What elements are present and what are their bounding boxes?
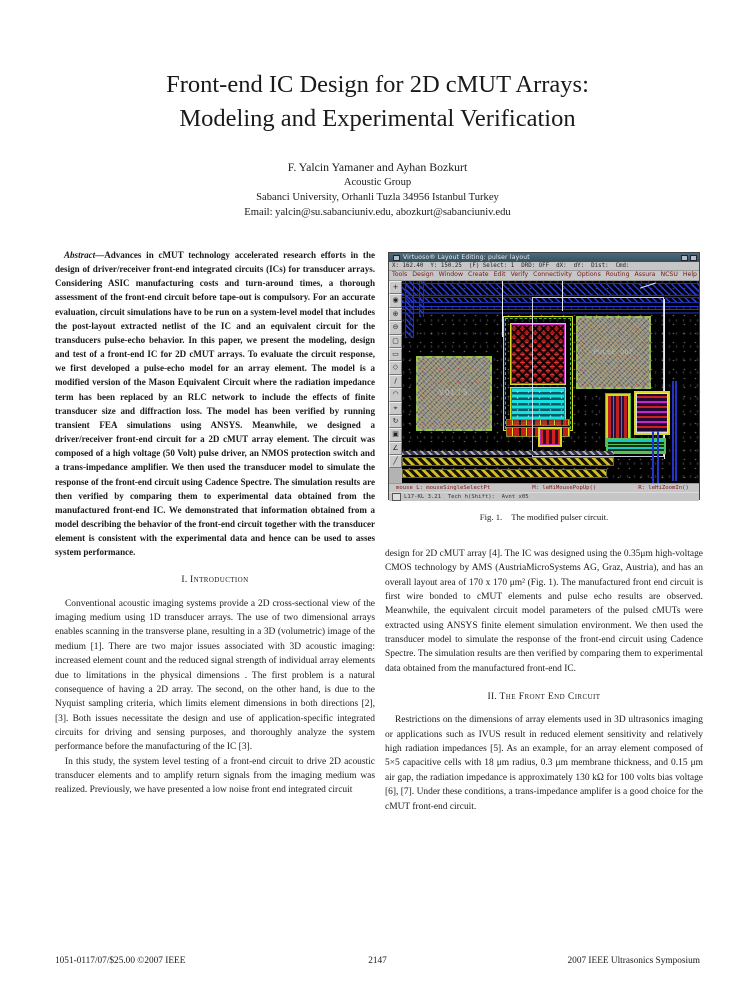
metal-hatch-column-left2 [419,281,424,317]
mouse-middle-binding: M: leHiMousePopUp() [532,484,597,491]
tap-tool-icon: ⌖ [389,402,402,415]
maximize-icon [690,255,697,261]
menu-tools: Tools [392,271,408,279]
column2-paragraph-1: design for 2D cMUT array [4]. The IC was designed using the 0.35μm high-voltage CMOS technology by AMS (AustriaMicroSystems AG, Graz, Austria), and has an overall layout area of 170 x 170 μm² (Fig. 1). The manufactured front end circuit is first wire bonded to cMUT elements and pulse echo results are observed. Meanwhile, the equivalent circuit model parameters of the pulsed cMUTs were extracted using ANSYS finite element simulation environment. We then used the transducer model to simulate the response of the front-end circuit using Cadence Spectre. The simulation results are then verified by comparing them to experimental data obtained from the manufactured front-end IC. [385,549,703,674]
menu-window: Window [438,271,464,279]
status-dy: dY: [573,262,585,269]
ruler-line-3 [664,299,665,459]
section-title: Introduction [190,574,249,586]
instance-tool-icon: ▣ [389,428,402,441]
mouse-right-binding: R: leHiZoomIn() [638,484,689,491]
move-tool-icon: ◇ [389,361,402,374]
section-heading-front-end [385,690,703,704]
prompt-text: L17-KL 3.21 Tech h(Shift): Avnt x05 [404,493,529,500]
abstract-label: Abstract [64,250,96,260]
author-affiliation: Sabanci University, Orhanli Tuzla 34956 Istanbul Turkey [256,192,499,203]
window-body [389,281,699,483]
select-tool-icon: + [389,281,402,294]
mouse-bindings-bar [389,483,699,492]
window-title: Virtuoso® Layout Editing: pulser layout [403,254,530,261]
paper-title-line2: Modeling and Experimental Verification [179,105,576,132]
bond-pad-pulse-out-label: PULSE_OUT [593,348,634,357]
device-box-large [634,391,670,435]
guard-ring-band-2 [402,469,607,478]
section-number: II. [487,691,497,703]
guard-ring-gray-band [402,451,614,455]
menu-design: Design [412,271,434,279]
rotate-tool-icon: ↻ [389,415,402,428]
author-email: Email: yalcin@su.sabanciuniv.edu, abozkurt@sabanciuniv.edu [244,207,511,218]
metal-wire-vertical-2 [672,381,677,481]
menu-edit: Edit [493,271,506,279]
right-column [385,252,703,968]
abstract [55,248,375,559]
path-tool-icon: / [389,375,402,388]
metal-hatch-column-left [405,281,414,338]
status-y: Y: 150.25 [430,262,462,269]
layout-toolbar [389,281,402,483]
device-box-small [538,427,562,447]
mouse-left-binding: mouse L: mouseSingleSelectPt [396,484,491,491]
minimize-icon [681,255,688,261]
menu-routing: Routing [605,271,630,279]
bond-pad-volts-label: VOLTS [438,388,470,398]
window-menubar [389,271,699,281]
metal-wire-vertical [652,431,659,483]
guard-ring-band-1 [402,457,614,466]
figure-1 [385,252,703,523]
status-select: (F) Select: 1 [468,262,515,269]
author-block [0,160,755,220]
section-title: The Front End Circuit [499,691,601,703]
page-number: 2147 [368,956,387,966]
menu-options: Options [576,271,601,279]
status-dist: Dist: [591,262,609,269]
abstract-text: —Advances in cMUT technology accelerated research efforts in the design of driver/receiver front-end integrated circuits (ICs) for transducer arrays. Considering ASIC manufacturing costs and turn-around times, a thorough assessment of the front-end circuit before tape-out is compulsory. For an accurate evaluation, circuit simulations have to be run on a system-level model that includes the post-layout extracted netlist of the IC and an equivalent circuit for the transducers pulse-echo behavior. In this paper, we present the modeling, design and test of a front-end IC for 2D cMUT arrays. To evaluate the circuit response, we first developed a pulse-echo model for an array element. The model is a modified version of the Mason Equivalent Circuit where the radiation impedance term has been replaced by an RLC network to include the effects of finite transducer size and diffraction loss. The model has been verified by running transient FEA simulations using ANSYS. Meanwhile, we designed a driver/receiver front-end circuit for a 2D cMUT array element. The circuit was composed of a high voltage (50 Volt) pulse driver, an NMOS protection switch and a trans-impedance amplifier. We then used the transducer model to simulate the response of the front-end circuit using Cadence Spectre. The simulation results are then verified by comparing them to experimental data obtained from the manufactured front-end IC. We demonstrated that information obtained from a model describing the behavior of the front-end circuit together with the transducer element is consistent with the experimental data and hence can be used to asses system performance. [55,250,375,558]
author-group: Acoustic Group [343,177,412,188]
menu-create: Create [468,271,489,279]
conference-name: 2007 IEEE Ultrasonics Symposium [567,956,700,966]
figure-caption-text: The modified pulser circuit. [511,512,609,522]
layout-canvas [402,281,699,483]
paper-title-line1: Front-end IC Design for 2D cMUT Arrays: [166,71,589,98]
status-x: X: 162.40 [392,262,424,269]
status-drd: DRD: OFF [521,262,550,269]
intro-paragraph-1: Conventional acoustic imaging systems provide a 2D cross-sectional view of the imaging medium using 1D transducer arrays. The use of two dimensional arrays enables scanning in the transverse plane, resulting in a 3D (volumetric) image of the medium [1]. There are two major issues associated with 3D acoustic imaging: increased element count and the reduced signal strength of individual array elements due to limitations in the physical dimensions . The first problem is a natural consequence of having a 2D array. The second, on the other hand, is due to the Nyquist sampling criteria, which limits element dimensions in both directions [2], [3]. Both issues necessitate the design and use of application-specific integrated circuits for driving and sensing purposes, and thoroughly analyze the system performance before the manufacturing of the IC [3]. [55,598,375,753]
zoom-in-icon: ⊕ [389,308,402,321]
status-cmd: Cmd: [615,262,630,269]
paper-title [0,68,755,136]
virtuoso-window [388,252,700,500]
prompt-bar [389,492,699,501]
metal-hatch-band-top [402,283,699,296]
menu-verify: Verify [510,271,529,279]
figure-caption-label: Fig. 1. [479,512,503,522]
front-end-paragraph-1: Restrictions on the dimensions of array elements used in 3D ultrasonics imaging or applications such as IVUS result in reduced element sensitivity and relatively high radiation impedances [5]. As an example, for an array element composed of 5×5 capacitive cells with 18 μm radius, 0.3 μm membrane thickness, and 0.15 μm air gap, the radiation impedance is approximately 130 kΩ for 100 volts bias voltage [6], [7]. Under these conditions, a trans-impedance amplifer is a good choice for the cMUT front-end circuit. [385,715,703,812]
zoom-fit-icon: ◉ [389,294,402,307]
section-heading-introduction [55,573,375,587]
menu-connectivity: Connectivity [533,271,572,279]
figure-caption [385,512,703,523]
left-column [55,248,375,964]
menu-ncsu: NCSU [660,271,678,279]
menu-help: Help [682,271,697,279]
ruler-tool-icon: ∠ [389,442,402,455]
check-icon [392,493,401,501]
copy-tool-icon: ▭ [389,348,402,361]
author-names: F. Yalcin Yamaner and Ayhan Bozkurt [287,160,468,174]
bond-pad-volts [416,356,492,431]
slash-tool-icon: ╱ [389,455,402,468]
window-menu-icon [393,255,400,261]
window-titlebar [389,253,699,262]
intro-paragraph-2: In this study, the system level testing of a front-end circuit to drive 2D acoustic transducer elements and to amplify return signals from the imaging medium was realized. Previously, we have presented a low noise front end integrated circuit [55,756,375,796]
arc-tool-icon: ◠ [389,388,402,401]
menu-assura: Assura [634,271,656,279]
section-number: I. [181,574,188,586]
status-dx: dX: [556,262,567,269]
stretch-tool-icon: ▢ [389,335,402,348]
zoom-out-icon: ⊖ [389,321,402,334]
page-footer [55,956,700,966]
copyright-notice: 1051-0117/07/$25.00 ©2007 IEEE [55,956,186,966]
